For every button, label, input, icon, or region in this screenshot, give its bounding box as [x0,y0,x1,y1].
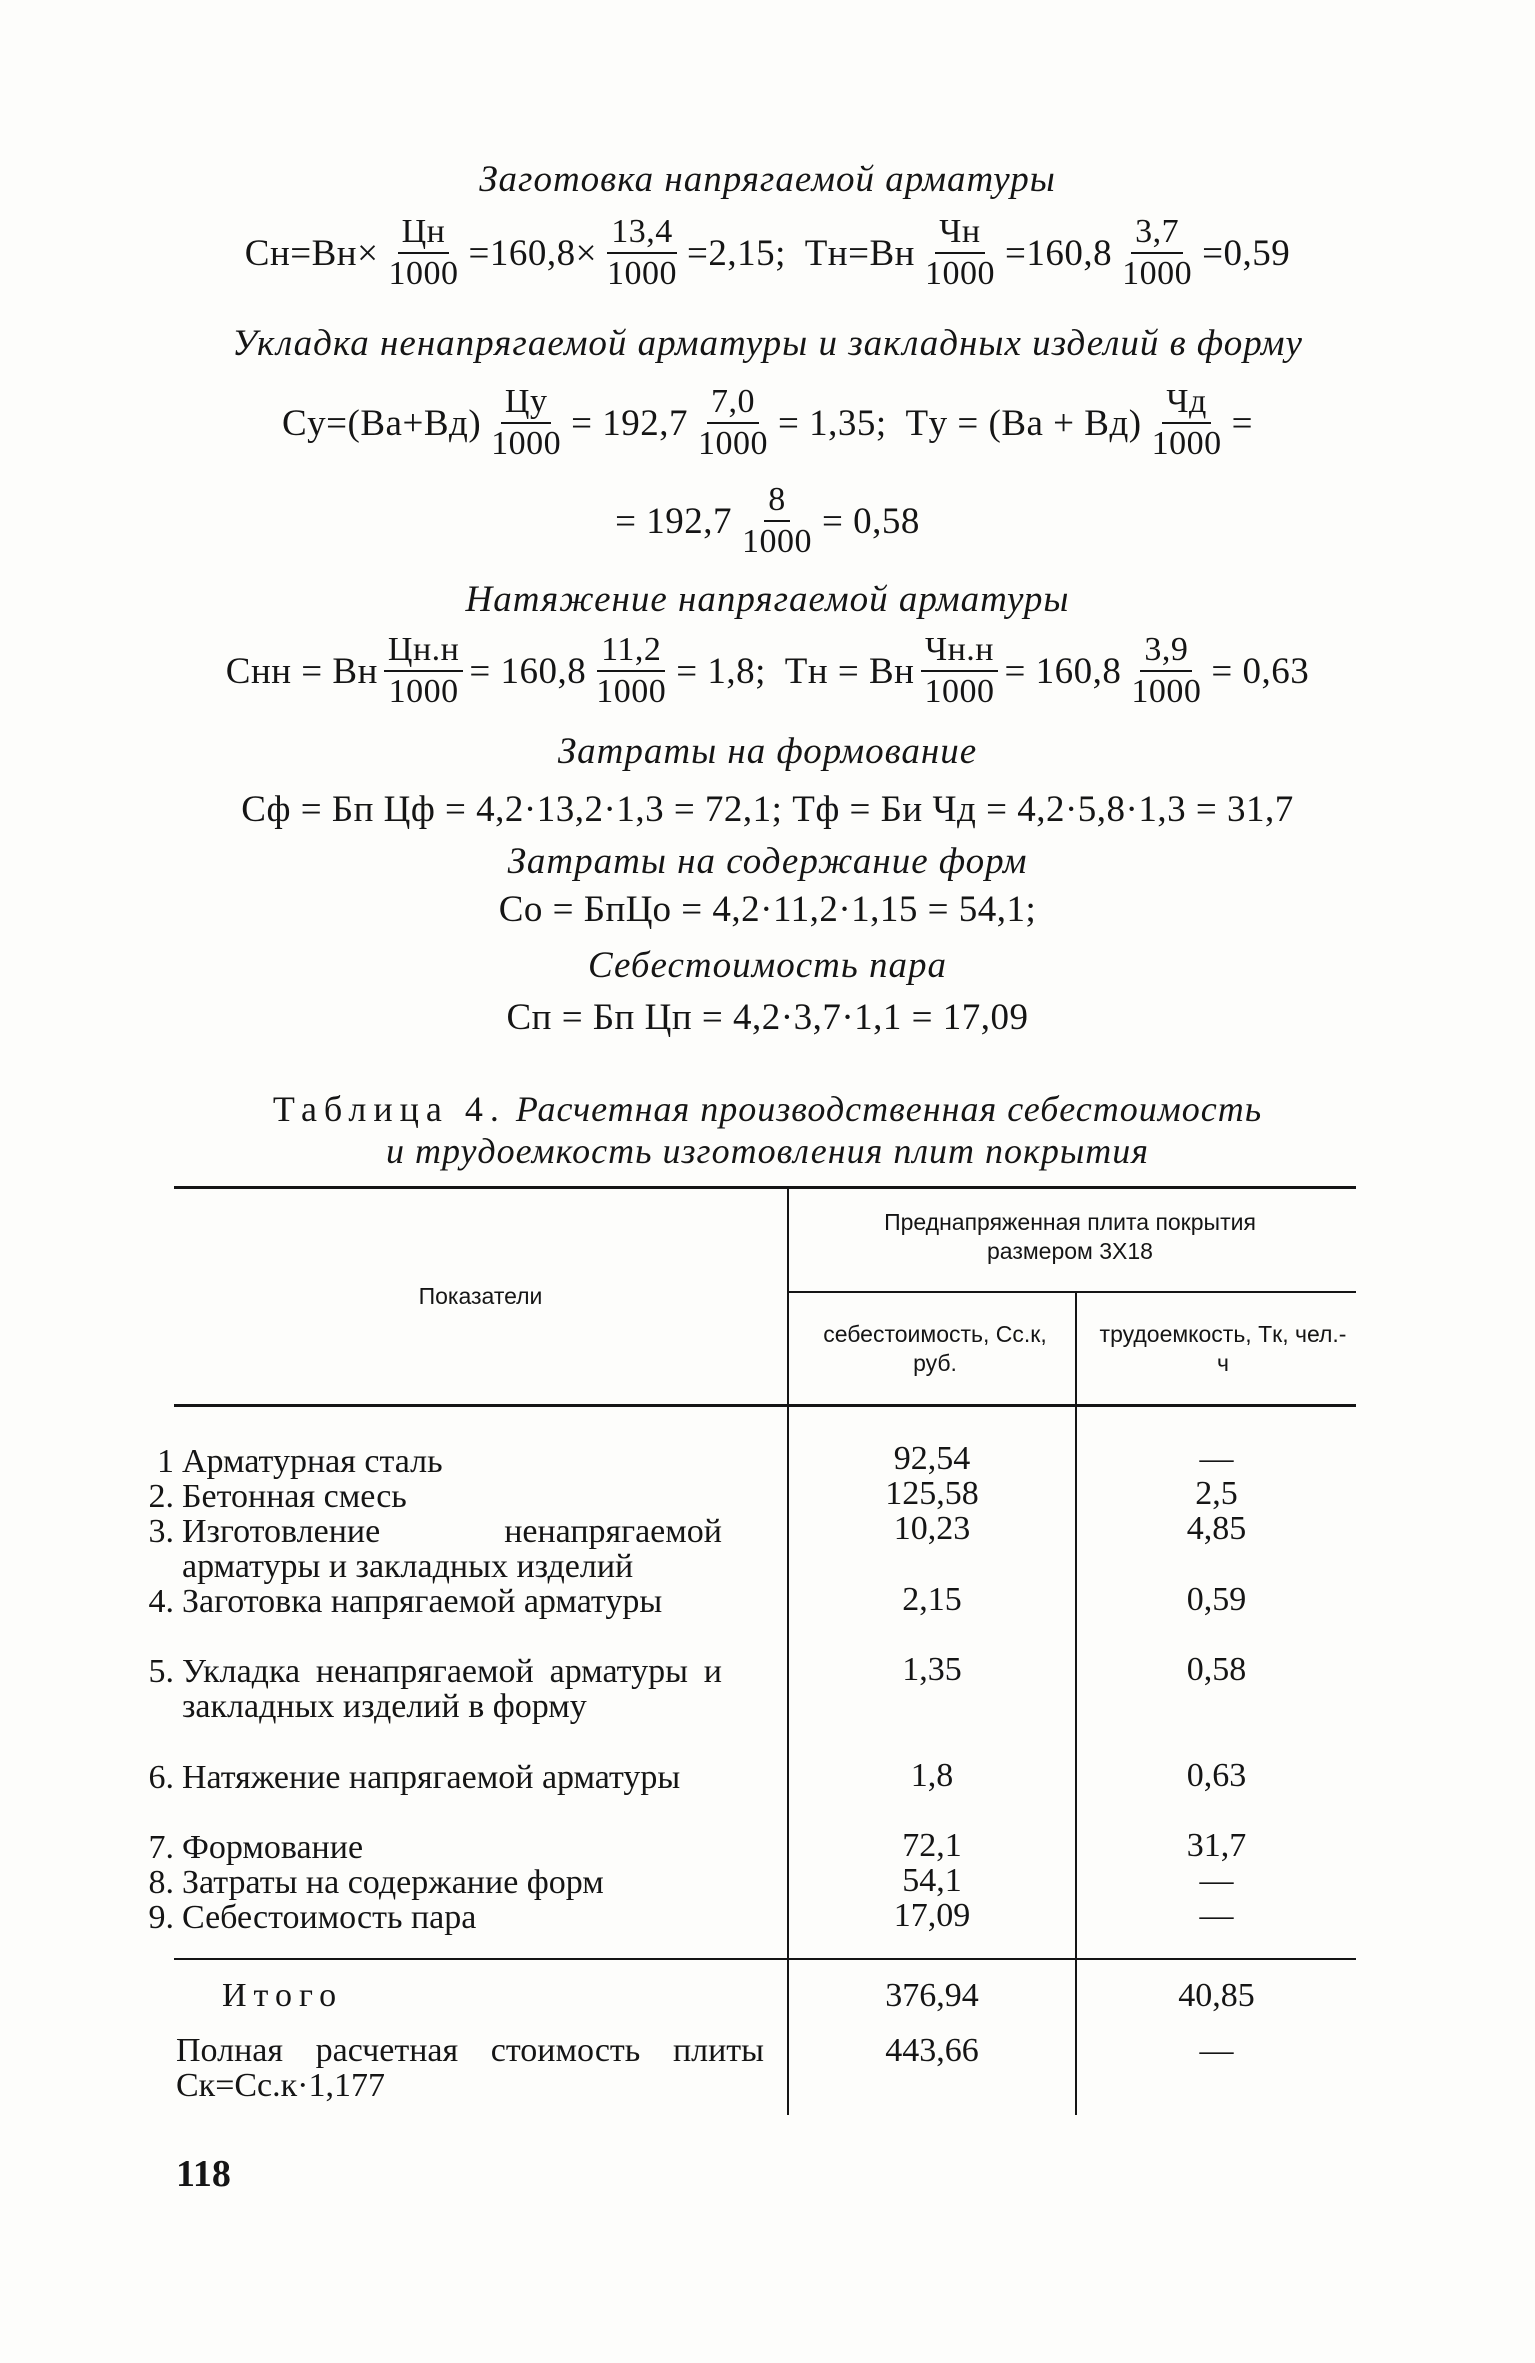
formula-4: Cф = Бп Цф = 4,2·13,2·1,3 = 72,1; Tф = Би Чд = 4,2·5,8·1,3 = 31,7 [241,788,1294,830]
header-indicators: Показатели [418,1283,543,1309]
total-labor: 40,85 [1178,1977,1255,2014]
header-cost: себестоимость, Cс.к, руб. [823,1321,1047,1376]
table-cell-labor: 31,7 [1186,1827,1247,1864]
table-cell-labor: 2,5 [1195,1475,1238,1512]
table-divider-2-header [1075,1293,1077,1406]
table-cell-labor: 0,58 [1186,1651,1247,1688]
table-cell-labor: 0,59 [1186,1581,1247,1618]
full-labor: — [1199,2032,1234,2069]
formula-2-continued: = 192,7 $\frac{8}{1000}$ = 0,58 [615,481,920,560]
table-row-label: 9. Себестоимость пара [148,1899,477,1936]
section-heading-2: Укладка ненапрягаемой арматуры и закладных изделий в форму [232,323,1303,364]
table-cell-labor: — [1199,1440,1234,1477]
table-cell-cost: 54,1 [902,1862,962,1899]
table-cell-labor: — [1199,1862,1234,1899]
table-total-rule [174,1958,1356,1960]
formula-1: Cн=Bн× $\frac{Цн}{1000}$ =160,8× $\frac{13,4}{1000}$ =2,15; Tн=Bн $\frac{Чн}{1000}$ =160,8 $\frac{3,7}{1000}$ =0,59 [244,213,1291,292]
table-cell-labor: 4,85 [1186,1510,1247,1547]
table-cell-cost: 125,58 [885,1475,979,1512]
formula-3: Cнн = Bн $\frac{Цн.н}{1000}$ = 160,8 $\frac{11,2}{1000}$ = 1,8; Tн = Bн $\frac{Чн.н}{1000}$ = 160,8 $\frac{3,9}{1000}$ = 0,63 [225,631,1310,710]
full-cost: 443,66 [885,2032,979,2069]
table-row-label: 3. Изготовление ненапрягаемой арматуры и закладных изделий [148,1513,722,1585]
table-cell-cost: 1,35 [902,1651,962,1688]
table-row-label: 6. Натяжение напрягаемой арматуры [148,1759,681,1796]
table-cell-labor: — [1199,1897,1234,1934]
table-row-label: 1 Арматурная сталь [157,1443,443,1480]
table-header-bottom-rule [174,1404,1356,1407]
section-heading-5: Затраты на содержание форм [507,841,1028,882]
table-row-label: 5. Укладка ненапрягаемой арматуры и закладных изделий в форму [148,1653,722,1725]
table-cell-cost: 72,1 [902,1827,962,1864]
table-cell-cost: 1,8 [910,1757,954,1794]
full-cost-label: Полная расчетная стоимость плиты Cк=Cс.к·1,177 [176,2032,764,2104]
table-row-label: 8. Затраты на содержание форм [148,1864,604,1901]
formula-5: Cо = БпЦо = 4,2·11,2·1,15 = 54,1; [498,888,1037,930]
header-labor: трудоемкость, Tк, чел.-ч [1099,1321,1347,1376]
formula-6: Cп = Бп Цп = 4,2·3,7·1,1 = 17,09 [506,996,1029,1038]
table-subheader-rule [789,1291,1356,1293]
table-cell-labor: 0,63 [1186,1757,1247,1794]
table-cell-cost: 2,15 [902,1581,962,1618]
table-row-label: 7. Формование [148,1829,364,1866]
table-cell-cost: 17,09 [893,1897,971,1934]
section-heading-1: Заготовка напрягаемой арматуры [479,159,1056,200]
table-cell-cost: 92,54 [893,1440,971,1477]
page-number: 118 [176,2153,231,2195]
formula-2: Cу=(Bа+Bд) $\frac{Цу}{1000}$ = 192,7 $\frac{7,0}{1000}$ = 1,35; Tу = (Bа + Bд) $\frac{Чд}{1000}$ = [282,383,1253,462]
total-cost: 376,94 [885,1977,979,2014]
section-heading-4: Затраты на формование [557,731,978,772]
table-row-label: 2. Бетонная смесь [148,1478,407,1515]
table-caption-line2: и трудоемкость изготовления плит покрытия [385,1131,1150,1171]
table-top-rule [174,1186,1356,1189]
header-group: Преднапряженная плита покрытия размером 3Х18 [884,1209,1256,1264]
table-caption: Таблица 4. Расчетная производственная себестоимость [272,1089,1263,1129]
table-row-label: 4. Заготовка напрягаемой арматуры [148,1583,663,1620]
total-label: Итого [222,1977,344,2014]
section-heading-3: Натяжение напрягаемой арматуры [465,579,1070,620]
table-cell-cost: 10,23 [893,1510,971,1547]
section-heading-6: Себестоимость пара [588,945,947,986]
